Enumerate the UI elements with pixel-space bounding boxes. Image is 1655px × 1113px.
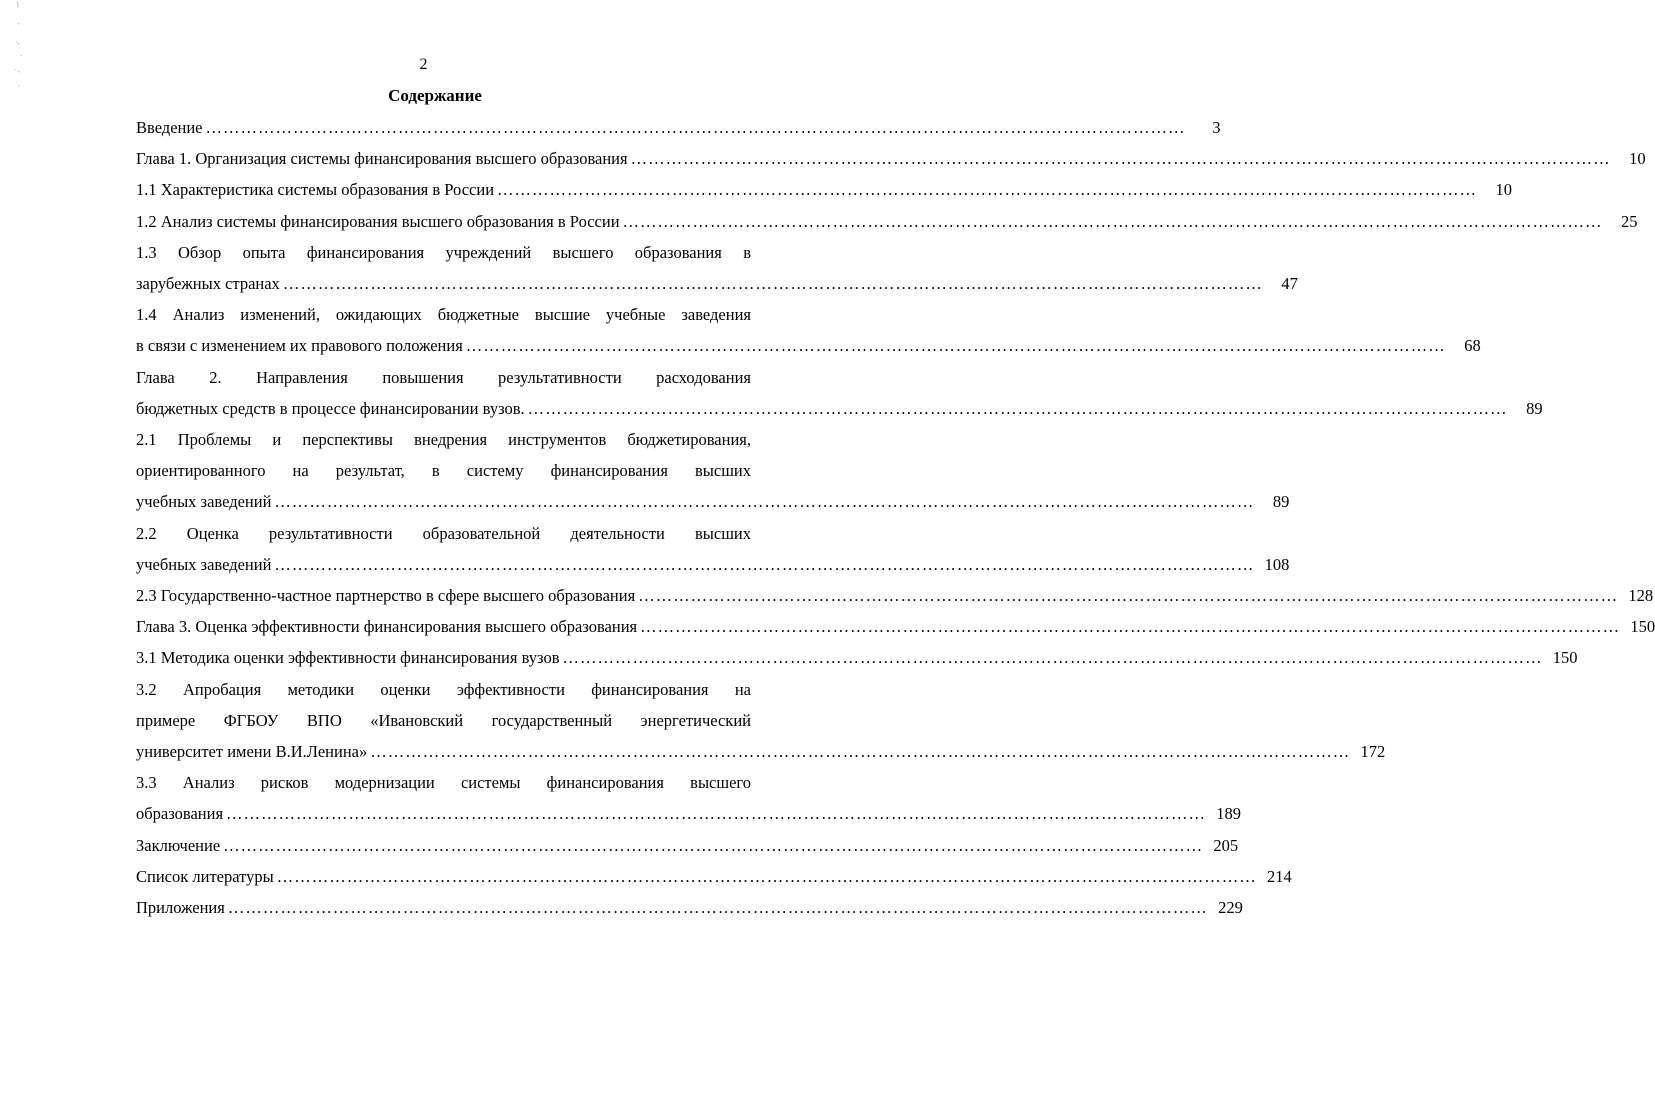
toc-entry bbox=[136, 586, 1654, 606]
toc-dot-leader: …………………………………………………………………………………………………………………………………………………… bbox=[630, 149, 1611, 169]
toc-entry-title: Заключение bbox=[136, 835, 221, 855]
toc-page-number: 47 bbox=[1281, 274, 1298, 293]
toc-entry bbox=[136, 398, 1543, 419]
page-title: Содержание bbox=[388, 86, 482, 105]
toc-entry-line: 3.3 Анализ рисков модернизации системы финансирования высшего bbox=[136, 773, 751, 793]
toc-entry-title: в связи с изменением их правового положения bbox=[136, 336, 463, 356]
toc-entry-title: 2.3 Государственно-частное партнерство в сфере высшего образования bbox=[136, 586, 636, 605]
toc-entry bbox=[136, 211, 1638, 232]
toc-entry-title: университет имени В.И.Ленина» bbox=[136, 742, 368, 761]
toc-entry-title: учебных заведений bbox=[136, 554, 272, 574]
toc-page-number: 189 bbox=[1216, 804, 1242, 824]
toc-entry bbox=[136, 835, 1239, 856]
toc-entry bbox=[136, 617, 1655, 637]
toc-entry bbox=[136, 742, 1386, 762]
toc-page-number: 10 bbox=[1495, 180, 1513, 200]
toc-entry-title: Введение bbox=[136, 118, 203, 137]
toc-page-number: 205 bbox=[1213, 835, 1239, 855]
toc-entry-line: 1.4 Анализ изменений, ожидающих бюджетные высшие учебные заведения bbox=[136, 305, 751, 325]
toc-entry bbox=[136, 118, 1221, 138]
toc-entry-line: ориентированного на результат, в систему финансирования высших bbox=[136, 461, 751, 481]
toc-entry-title: 1.2 Анализ системы финансирования высшего образования в России bbox=[136, 211, 620, 231]
toc-entry-title: 3.1 Методика оценки эффективности финансирования вузов bbox=[136, 648, 560, 668]
toc-page-number: 89 bbox=[1272, 492, 1290, 512]
toc-dot-leader: …………………………………………………………………………………………………………………………………………………… bbox=[276, 866, 1257, 886]
toc-dot-leader: …………………………………………………………………………………………………………………………………………………… bbox=[638, 586, 1619, 605]
toc-entry bbox=[136, 804, 1242, 824]
toc-entry-title: зарубежных странах bbox=[136, 274, 280, 293]
toc-entry bbox=[136, 336, 1481, 356]
toc-dot-leader: …………………………………………………………………………………………………………………………………………………… bbox=[274, 554, 1255, 574]
toc-entry-title: образования bbox=[136, 804, 224, 824]
toc-entry-title: Список литературы bbox=[136, 866, 274, 886]
toc-entry-title: 1.1 Характеристика системы образования в России bbox=[136, 180, 495, 200]
toc-entry bbox=[136, 898, 1243, 918]
toc-entry-line: 2.1 Проблемы и перспективы внедрения инструментов бюджетирования, bbox=[136, 430, 751, 449]
toc-entry bbox=[136, 180, 1513, 200]
toc-dot-leader: …………………………………………………………………………………………………………………………………………………… bbox=[223, 835, 1204, 855]
toc-dot-leader: …………………………………………………………………………………………………………………………………………………… bbox=[370, 742, 1351, 761]
toc-entry bbox=[136, 866, 1292, 887]
toc-dot-leader: …………………………………………………………………………………………………………………………………………………… bbox=[622, 211, 1603, 231]
toc-dot-leader: …………………………………………………………………………………………………………………………………………………… bbox=[226, 804, 1207, 824]
page-number: 2 bbox=[419, 56, 428, 73]
toc-entry-line: Глава 2. Направления повышения результативности расходования bbox=[136, 367, 751, 387]
toc-page-number: 214 bbox=[1266, 866, 1292, 886]
toc-dot-leader: …………………………………………………………………………………………………………………………………………………… bbox=[640, 617, 1621, 637]
toc-entry bbox=[136, 149, 1646, 169]
toc-entry-line: 1.3 Обзор опыта финансирования учреждений высшего образования в bbox=[136, 242, 751, 262]
toc-page-number: 68 bbox=[1464, 336, 1481, 356]
scan-speckle: ˥ ' ·, · · , . bbox=[14, 2, 23, 88]
toc-entry-title: Приложения bbox=[136, 898, 225, 917]
toc-entry-line: 2.2 Оценка результативности образовательной деятельности высших bbox=[136, 523, 751, 543]
toc-dot-leader: …………………………………………………………………………………………………………………………………………………… bbox=[465, 336, 1446, 356]
toc-entry-line: примере ФГБОУ ВПО «Ивановский государственный энергетический bbox=[136, 710, 751, 730]
toc-page-number: 89 bbox=[1526, 398, 1543, 418]
toc-page-number: 229 bbox=[1218, 898, 1243, 917]
toc-dot-leader: …………………………………………………………………………………………………………………………………………………… bbox=[227, 898, 1208, 917]
toc-dot-leader: …………………………………………………………………………………………………………………………………………………… bbox=[205, 118, 1186, 137]
toc-page-number: 172 bbox=[1360, 742, 1386, 761]
toc-entry bbox=[136, 492, 1290, 512]
toc-page-number: 128 bbox=[1628, 586, 1654, 605]
toc-page-number: 3 bbox=[1212, 118, 1221, 137]
toc-page-number: 150 bbox=[1630, 617, 1655, 637]
toc-entry bbox=[136, 554, 1290, 575]
toc-dot-leader: …………………………………………………………………………………………………………………………………………………… bbox=[562, 648, 1543, 668]
toc-entry-title: бюджетных средств в процессе финансировании вузов. bbox=[136, 398, 525, 418]
toc-dot-leader: …………………………………………………………………………………………………………………………………………………… bbox=[497, 180, 1478, 200]
toc-dot-leader: …………………………………………………………………………………………………………………………………………………… bbox=[282, 274, 1263, 293]
toc-page-number: 10 bbox=[1629, 149, 1646, 169]
toc-dot-leader: …………………………………………………………………………………………………………………………………………………… bbox=[274, 492, 1255, 512]
toc-dot-leader: …………………………………………………………………………………………………………………………………………………… bbox=[527, 398, 1508, 418]
toc-entry-line: 3.2 Апробация методики оценки эффективности финансирования на bbox=[136, 679, 751, 699]
toc-entry bbox=[136, 274, 1298, 294]
toc-entry bbox=[136, 648, 1578, 668]
toc-entry-title: Глава 3. Оценка эффективности финансирования высшего образования bbox=[136, 617, 638, 637]
toc-page-number: 150 bbox=[1552, 648, 1578, 668]
toc-entry-title: Глава 1. Организация системы финансирования высшего образования bbox=[136, 149, 628, 169]
toc-page-number: 25 bbox=[1621, 211, 1638, 231]
toc-entry-title: учебных заведений bbox=[136, 492, 272, 512]
toc-page-number: 108 bbox=[1264, 554, 1290, 574]
